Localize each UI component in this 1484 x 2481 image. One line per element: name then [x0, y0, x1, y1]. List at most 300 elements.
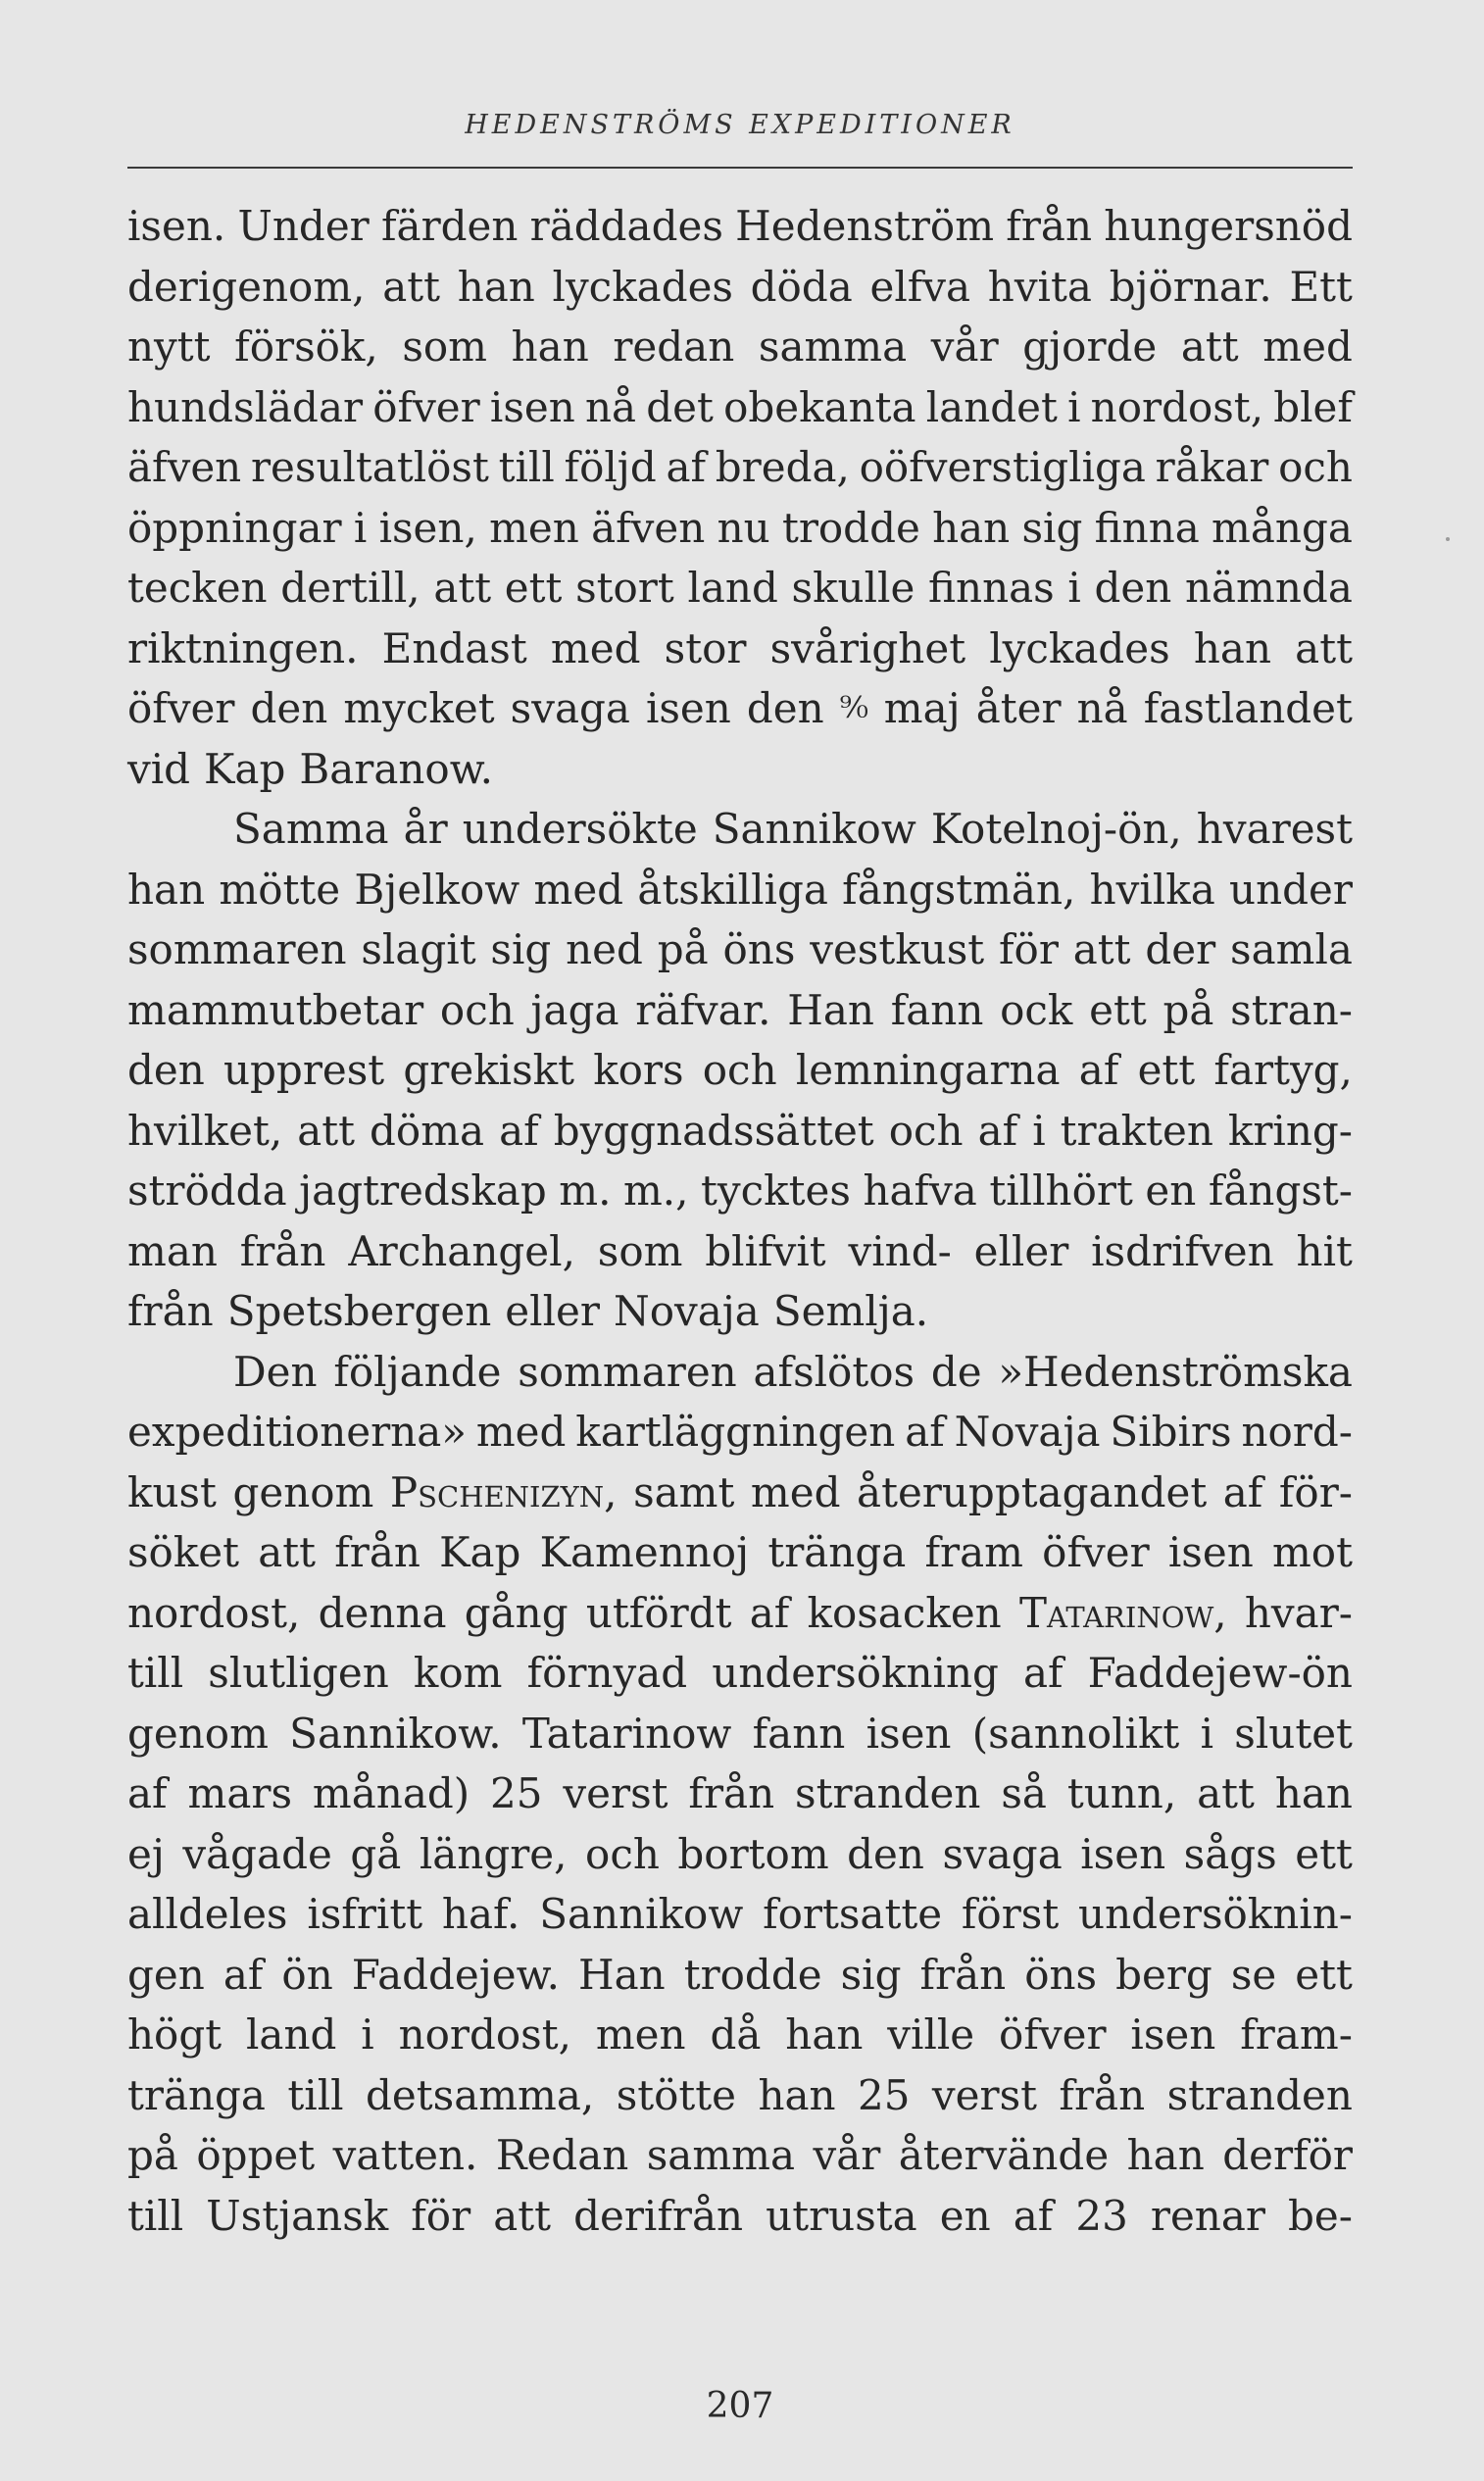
text-line: [127, 1522, 1353, 1583]
word: finnas: [928, 564, 1055, 612]
word: land: [245, 2010, 337, 2059]
word: verst: [563, 1769, 668, 1817]
word: isen: [866, 1709, 952, 1758]
word: återupptagandet: [857, 1467, 1208, 1516]
word: af: [499, 1106, 539, 1155]
word: först: [961, 1890, 1060, 1938]
word: ned: [566, 925, 643, 973]
word: på: [1162, 985, 1214, 1034]
word: nå: [1076, 684, 1128, 732]
word: ett: [504, 564, 563, 612]
word: Ett: [1289, 262, 1353, 311]
word: m.,: [622, 1166, 689, 1215]
word: hungersnöd: [1104, 202, 1353, 250]
word: isen: [1167, 1528, 1254, 1576]
word: räddades: [529, 202, 723, 250]
text-line: [127, 919, 1353, 980]
word: öfver: [127, 684, 235, 732]
word: detsamma,: [366, 2070, 595, 2119]
word: åter: [975, 684, 1062, 732]
word: för: [999, 925, 1059, 973]
word: elfva: [869, 262, 971, 311]
word: fångstmän,: [842, 865, 1076, 914]
word: stort: [575, 564, 674, 612]
word: att: [1197, 1769, 1255, 1817]
word: en: [939, 2191, 991, 2240]
word: vestkust: [810, 925, 985, 973]
word: resultatlöst: [250, 443, 489, 491]
word: i: [1067, 564, 1081, 612]
text-line: [127, 257, 1353, 318]
word: ej: [127, 1829, 165, 1878]
word: söket: [127, 1528, 240, 1576]
word: stran-: [1230, 985, 1353, 1034]
word: der: [1145, 925, 1216, 973]
word: isen: [489, 382, 575, 431]
word: sommaren: [518, 1347, 737, 1396]
word: sig: [490, 925, 552, 973]
word: Kotelnoj-ön,: [930, 805, 1182, 853]
header-rule: [127, 167, 1353, 169]
word: af: [1013, 2191, 1054, 2240]
word: öfver: [999, 2010, 1107, 2059]
word: isen: [1080, 1829, 1166, 1878]
word: tunn,: [1066, 1769, 1177, 1817]
text-line: [127, 1583, 1353, 1644]
word: Sannikow: [539, 1890, 744, 1938]
text-line: [127, 377, 1353, 438]
word: samla: [1230, 925, 1353, 973]
word: nordost,: [1090, 382, 1264, 431]
text-line: [127, 1040, 1353, 1101]
word: undersökning: [712, 1649, 999, 1697]
word: Sannikow.: [289, 1709, 502, 1758]
word: trakten: [1060, 1106, 1213, 1155]
word: tecken: [127, 564, 268, 612]
word: till: [287, 2070, 344, 2119]
word: äfven: [591, 503, 706, 552]
word: eller: [973, 1226, 1069, 1275]
word: mars: [187, 1769, 292, 1817]
word: »Hedenströmska: [998, 1347, 1353, 1396]
word: att: [433, 564, 492, 612]
word: med: [1262, 323, 1353, 371]
word: i: [1200, 1709, 1214, 1758]
word: nå: [585, 382, 637, 431]
word: trodde: [781, 503, 920, 552]
word: 23: [1075, 2191, 1128, 2240]
word: hvilka: [1089, 865, 1215, 914]
word: på: [127, 2131, 178, 2179]
word: fram: [924, 1528, 1023, 1576]
word: Han: [787, 985, 874, 1034]
word: slutet: [1234, 1709, 1353, 1758]
word: berg: [1115, 1950, 1212, 1999]
text-line: [127, 1884, 1353, 1945]
word-small-caps: Tatarinow,: [1018, 1588, 1227, 1637]
word: verst: [931, 2070, 1037, 2119]
word: se: [1230, 1950, 1277, 1999]
word: redan: [613, 323, 735, 371]
text-line: [127, 498, 1353, 559]
word: lyckades: [989, 623, 1170, 672]
word: isdrifven: [1091, 1226, 1274, 1275]
word: öppningar: [127, 503, 342, 552]
word: expeditionerna»: [127, 1408, 467, 1456]
word: derför: [1222, 2131, 1353, 2179]
word: utrusta: [766, 2191, 917, 2240]
paper-speck: [1446, 537, 1450, 541]
word: högt: [127, 2010, 223, 2059]
word: att: [297, 1106, 355, 1155]
word: eller: [505, 1287, 600, 1335]
word: fann: [752, 1709, 846, 1758]
word: han: [1193, 623, 1272, 672]
word: öfver: [1042, 1528, 1150, 1576]
word: nytt: [127, 323, 211, 371]
word: mot: [1271, 1528, 1353, 1576]
word: med: [533, 865, 624, 914]
body-text: [127, 196, 1353, 2246]
word: gång: [464, 1588, 569, 1637]
word: men: [595, 2010, 686, 2059]
word: grekiskt: [403, 1046, 574, 1094]
word: på: [657, 925, 709, 973]
word: trodde: [683, 1950, 822, 1999]
word: strödda: [127, 1166, 287, 1215]
word: jaga: [530, 985, 619, 1034]
word: att: [1295, 623, 1353, 672]
word: afslötos: [753, 1347, 915, 1396]
text-line: [127, 1342, 1353, 1403]
text-line: [127, 1945, 1353, 2006]
word: kosacken: [807, 1588, 1002, 1637]
word: från: [688, 1769, 775, 1817]
word: till: [127, 2191, 184, 2240]
word: af: [1078, 1046, 1119, 1094]
word: Faddejew.: [351, 1950, 560, 1999]
word: fortsatte: [763, 1890, 943, 1938]
word: den: [1094, 564, 1172, 612]
word: Sibirs: [1110, 1408, 1232, 1456]
text-line: [127, 2065, 1353, 2126]
word: vid: [127, 744, 191, 793]
text-line: [127, 739, 1353, 800]
word: sig: [1021, 503, 1083, 552]
page-number: 207: [706, 2386, 774, 2426]
word: upprest: [223, 1046, 385, 1094]
word: tycktes: [701, 1166, 851, 1215]
word: 25: [858, 2070, 911, 2119]
word: Faddejew-ön: [1087, 1649, 1353, 1697]
text-line: [127, 1824, 1353, 1885]
text-line: [127, 558, 1353, 619]
word: månad): [312, 1769, 470, 1817]
word: fartyg,: [1213, 1046, 1353, 1094]
word: stranden: [795, 1769, 981, 1817]
word: af: [905, 1408, 945, 1456]
word: renar: [1150, 2191, 1265, 2240]
word: af: [666, 443, 707, 491]
word: Baranow.: [299, 744, 494, 793]
word: kring-: [1227, 1106, 1353, 1155]
word: nordost,: [398, 2010, 571, 2059]
word: från: [127, 1287, 214, 1335]
word: och: [439, 985, 515, 1034]
word: från: [334, 1528, 420, 1576]
text-line: [127, 980, 1353, 1041]
word: Bjelkow: [354, 865, 520, 914]
word: de: [930, 1347, 982, 1396]
word: kartläggningen: [575, 1408, 896, 1456]
date-fraction: ⁹⁄₀: [839, 691, 868, 725]
word: jagtredskap: [299, 1166, 547, 1215]
word: lyckades: [552, 262, 733, 311]
word: ett: [1295, 1950, 1353, 1999]
text-line: [127, 678, 1353, 739]
word: slagit: [361, 925, 476, 973]
word: genom: [232, 1467, 374, 1516]
word: mycket: [343, 684, 495, 732]
word: kom: [413, 1649, 503, 1697]
word: Under: [237, 202, 370, 250]
word: svårighet: [769, 623, 966, 672]
word: undersökte: [462, 805, 698, 853]
word: Archangel,: [348, 1226, 575, 1275]
word: Kamennoj: [539, 1528, 750, 1576]
word: han: [758, 2070, 836, 2119]
word: isen.: [127, 202, 226, 250]
word: han: [932, 503, 1011, 552]
word: döda: [750, 262, 853, 311]
word: och: [585, 1829, 660, 1878]
word: slutligen: [208, 1649, 389, 1697]
word: men: [489, 503, 579, 552]
word: i: [353, 503, 368, 552]
word: samma: [758, 323, 908, 371]
word: att: [493, 2191, 552, 2240]
word: m.: [559, 1166, 612, 1215]
word: af: [1022, 1649, 1064, 1697]
word: han: [1274, 1769, 1353, 1817]
word: björnar.: [1109, 262, 1272, 311]
word: nu: [717, 503, 770, 552]
word: blef: [1273, 382, 1353, 431]
word: många: [1212, 503, 1353, 552]
word: att: [382, 262, 440, 311]
word: hvilket,: [127, 1106, 283, 1155]
text-line: [127, 437, 1353, 498]
text-line: [127, 1704, 1353, 1764]
word: samt: [633, 1467, 735, 1516]
word: under: [1229, 865, 1353, 914]
word: vår: [930, 323, 999, 371]
text-line: [127, 2186, 1353, 2247]
word: oöfverstigliga: [859, 443, 1146, 491]
word: från: [239, 1226, 326, 1275]
word: i: [1067, 382, 1081, 431]
word: maj: [883, 684, 961, 732]
text-line: [127, 1463, 1353, 1523]
word: breda,: [715, 443, 850, 491]
word: att: [1180, 323, 1239, 371]
word: mötte: [219, 865, 341, 914]
word: Endast: [381, 623, 527, 672]
word: kors: [593, 1046, 684, 1094]
word: fastlandet: [1143, 684, 1353, 732]
word: nämnda: [1184, 564, 1353, 612]
word: färden: [380, 202, 519, 250]
word: förnyad: [526, 1649, 688, 1697]
word: Novaja: [613, 1287, 760, 1335]
word: råkar: [1155, 443, 1269, 491]
word: vatten.: [332, 2131, 478, 2179]
word: nord-: [1241, 1408, 1353, 1456]
word: mammutbetar: [127, 985, 424, 1034]
word: då: [710, 2010, 762, 2059]
word: fångst-: [1208, 1166, 1353, 1215]
word: det: [646, 382, 714, 431]
word: den: [127, 1046, 205, 1094]
word: längre,: [419, 1829, 568, 1878]
word: Den: [233, 1347, 318, 1396]
word: hafva: [863, 1166, 977, 1215]
word: sommaren: [127, 925, 347, 973]
word: tränga: [127, 2070, 266, 2119]
word: byggnadssättet: [553, 1106, 874, 1155]
word: från: [1006, 202, 1092, 250]
word: han: [457, 262, 535, 311]
word: han: [1126, 2131, 1205, 2179]
text-line: [127, 1643, 1353, 1704]
word: ett: [1295, 1829, 1353, 1878]
word: fann: [890, 985, 984, 1034]
word: man: [127, 1226, 218, 1275]
word: och: [702, 1046, 777, 1094]
word: 25: [490, 1769, 543, 1817]
text-line: [127, 1161, 1353, 1221]
word: nordost,: [127, 1588, 301, 1637]
word: fram-: [1240, 2010, 1353, 2059]
word: lemningarna: [795, 1046, 1061, 1094]
text-line: [127, 1281, 1353, 1342]
word: ön: [281, 1950, 333, 1999]
word: öppet: [196, 2131, 316, 2179]
word: derifrån: [573, 2191, 744, 2240]
text-line: [127, 1763, 1353, 1824]
word: tränga: [767, 1528, 907, 1576]
running-head: HEDENSTRÖMS EXPEDITIONER: [465, 110, 1015, 140]
word: derigenom,: [127, 262, 366, 311]
word: af: [977, 1106, 1018, 1155]
word: Kap: [439, 1528, 521, 1576]
word: hvar-: [1244, 1588, 1353, 1637]
word: hvarest: [1196, 805, 1353, 853]
word: döma: [370, 1106, 485, 1155]
word: till: [498, 443, 555, 491]
word: af: [223, 1950, 264, 1999]
word: vågade: [182, 1829, 332, 1878]
word: den: [847, 1829, 924, 1878]
word: af: [127, 1769, 168, 1817]
word: från: [1059, 2070, 1146, 2119]
word: isen: [1130, 2010, 1216, 2059]
text-line: [127, 196, 1353, 257]
word: ock: [1000, 985, 1073, 1034]
text-line: [127, 799, 1353, 860]
word: bortom: [677, 1829, 829, 1878]
word: hvita: [987, 262, 1092, 311]
word: alldeles: [127, 1890, 288, 1938]
word: som: [597, 1226, 683, 1275]
word: följd: [564, 443, 657, 491]
word: obekanta: [723, 382, 916, 431]
word: blifvit: [705, 1226, 826, 1275]
word: till: [127, 1649, 184, 1697]
word: för-: [1278, 1467, 1353, 1516]
word: Samma: [233, 805, 389, 853]
word: och: [888, 1106, 964, 1155]
word: land: [687, 564, 778, 612]
text-line: [127, 1402, 1353, 1463]
word: vind-: [848, 1226, 952, 1275]
word: stranden: [1166, 2070, 1353, 2119]
word-small-caps: Pschenizyn,: [389, 1467, 618, 1516]
word: med: [750, 1467, 841, 1516]
word: Novaja: [954, 1408, 1101, 1456]
word: som: [402, 323, 487, 371]
word: svaga: [510, 684, 630, 732]
text-line: [127, 1221, 1353, 1282]
word: sig: [840, 1950, 902, 1999]
word: försök,: [234, 323, 378, 371]
word: åtskilliga: [637, 865, 828, 914]
word: vår: [813, 2131, 881, 2179]
word: Hedenström: [735, 202, 995, 250]
word: Ustjansk: [206, 2191, 389, 2240]
word: han: [127, 865, 206, 914]
word: finna: [1094, 503, 1200, 552]
word: hit: [1296, 1226, 1353, 1275]
word: öns: [722, 925, 796, 973]
word: genom: [127, 1709, 269, 1758]
word: Tatarinow: [521, 1709, 732, 1758]
word: isen,: [378, 503, 477, 552]
word: be-: [1288, 2191, 1353, 2240]
word: Redan: [495, 2131, 629, 2179]
word: Han: [577, 1950, 666, 1999]
text-line: [127, 2125, 1353, 2186]
word: räfvar.: [635, 985, 771, 1034]
word: att: [1072, 925, 1131, 973]
word: för: [411, 2191, 471, 2240]
word: en: [1145, 1166, 1197, 1215]
text-line: [127, 317, 1353, 377]
word: och: [1278, 443, 1353, 491]
word: Spetsbergen: [226, 1287, 492, 1335]
word: den: [250, 684, 328, 732]
word: Kap: [204, 744, 286, 793]
word: hundslädar: [127, 382, 364, 431]
word: gjorde: [1022, 323, 1158, 371]
word: svaga: [942, 1829, 1063, 1878]
text-line: [127, 860, 1353, 920]
word: från: [919, 1950, 1007, 1999]
word: med: [550, 623, 641, 672]
word: ville: [887, 2010, 975, 2059]
word: stötte: [616, 2070, 737, 2119]
word: så: [1001, 1769, 1047, 1817]
